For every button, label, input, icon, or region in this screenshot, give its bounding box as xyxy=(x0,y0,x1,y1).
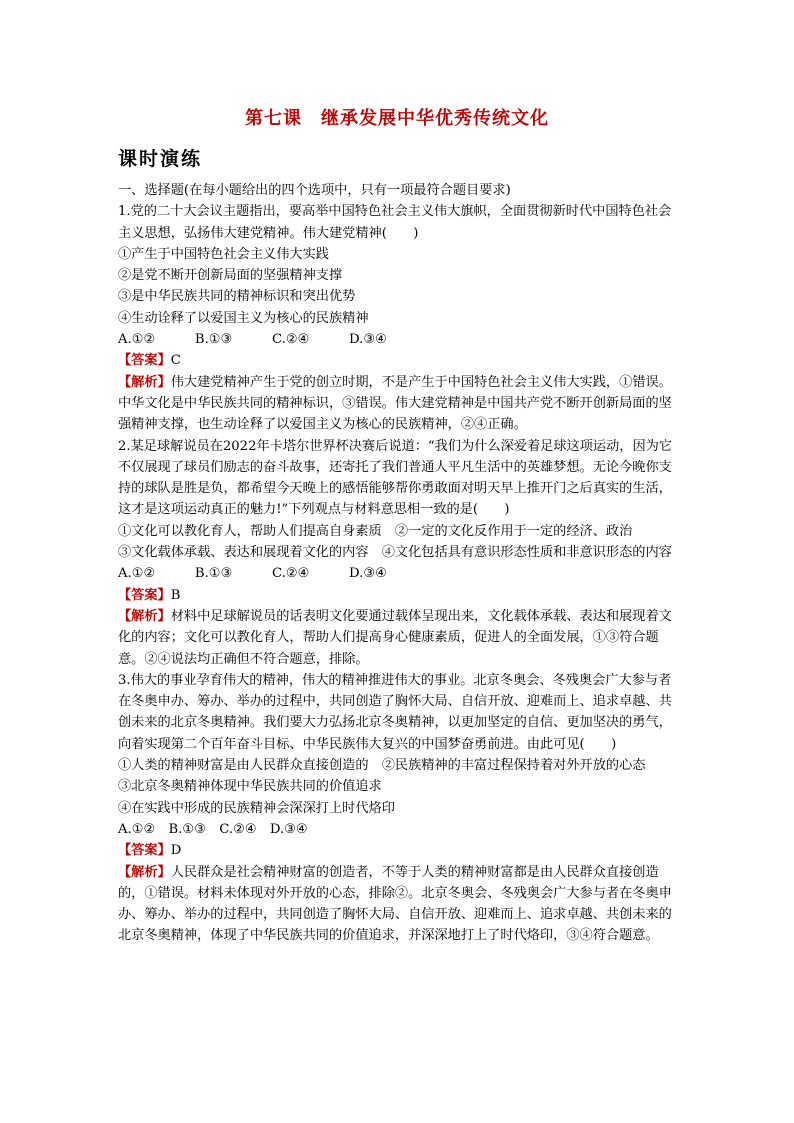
question-1 xyxy=(118,201,683,435)
statement: ①产生于中国特色社会主义伟大实践 xyxy=(118,246,329,262)
instructions: 一、选择题(在每小题给出的四个选项中，只有一项最符合题目要求) xyxy=(118,183,511,198)
question-2 xyxy=(118,436,683,670)
answer-options: A.①② B.①③ C.②④ D.③④ xyxy=(118,566,387,582)
question-stem: 3.伟大的事业孕育伟大的精神，伟大的精神推进伟大的事业。北京冬奥会、冬残奥会广大参与者在冬奥申办、筹办、举办的过程中，共同创造了胸怀大局、自信开放、迎难而上、追求卓越、共创未来的北京冬奥精神。我们要大力弘扬北京冬奥精神，以更加坚定的自信、更加坚决的勇气，向着实现第二个百年奋斗目标、中华民族伟大复兴的中国梦奋勇前进。由此可见( ) xyxy=(118,672,672,752)
answer-value: B xyxy=(170,587,181,603)
analysis-label: 【解析】 xyxy=(118,374,171,390)
answer-line xyxy=(118,840,683,861)
answer-value: D xyxy=(170,843,182,859)
analysis-text: 伟大建党精神产生于党的创立时期，不是产生于中国特色社会主义伟大实践，①错误。中华文化是中华民族共同的精神标识，③错误。伟大建党精神是中国共产党不断开创新局面的坚强精神支撑，也生动诠释了以爱国主义为核心的民族精神，②④正确。 xyxy=(118,374,672,433)
statement: ④在实践中形成的民族精神会深深打上时代烙印 xyxy=(118,800,395,816)
analysis-label: 【解析】 xyxy=(118,864,171,880)
statement: ③北京冬奥精神体现中华民族共同的价值追求 xyxy=(118,779,382,795)
answer-options: A.①② B.①③ C.②④ D.③④ xyxy=(118,332,387,348)
statement: ①人类的精神财富是由人民群众直接创造的 ②民族精神的丰富过程保持着对外开放的心态 xyxy=(118,758,646,774)
section-heading: 课时演练 xyxy=(118,148,203,170)
statement: ②是党不断开创新局面的坚强精神支撑 xyxy=(118,268,343,284)
answer-label: 【答案】 xyxy=(118,587,171,603)
statement: ③文化载体承载、表达和展现着文化的内容 ④文化包括具有意识形态性质和非意识形态的内容 xyxy=(118,545,672,561)
analysis-label: 【解析】 xyxy=(118,608,171,624)
question-stem: 1.党的二十大会议主题指出，要高举中国特色社会主义伟大旗帜，全面贯彻新时代中国特色社会主义思想，弘扬伟大建党精神。伟大建党精神( ) xyxy=(118,204,672,241)
answer-label: 【答案】 xyxy=(118,353,171,369)
statement: ③是中华民族共同的精神标识和突出优势 xyxy=(118,289,356,305)
analysis-line xyxy=(118,606,683,670)
question-stem: 2.某足球解说员在2022年卡塔尔世界杯决赛后说道：“我们为什么深爱着足球这项运动，因为它不仅展现了球员们励志的奋斗故事，还寄托了我们普通人平凡生活中的英雄梦想。无论今晚你支持的球队是胜是负，都希望今天晚上的感悟能够帮你勇敢面对明天早上推开门之后真实的生活，这才是这项运动真正的魅力!”下列观点与材料意思相一致的是( ) xyxy=(118,438,673,518)
answer-options: A.①② B.①③ C.②④ D.③④ xyxy=(118,821,308,837)
analysis-line xyxy=(118,372,683,436)
lesson-title: 第七课 继承发展中华优秀传统文化 xyxy=(245,108,549,129)
analysis-line xyxy=(118,862,683,947)
statement: ④生动诠释了以爱国主义为核心的民族精神 xyxy=(118,310,369,326)
analysis-text: 人民群众是社会精神财富的创造者，不等于人类的精神财富都是由人民群众直接创造的，①错误。材料未体现对外开放的心态，排除②。北京冬奥会、冬残奥会广大参与者在冬奥申办、筹办、举办的过程中，共同创造了胸怀大局、自信开放、迎难而上、追求卓越、共创未来的北京冬奥精神，体现了中华民族共同的价值追求，并深深地打上了时代烙印，③④符合题意。 xyxy=(118,864,672,944)
statement: ①文化可以教化育人，帮助人们提高自身素质 ②一定的文化反作用于一定的经济、政治 xyxy=(118,523,633,539)
answer-value: C xyxy=(170,353,181,369)
exercise-content xyxy=(118,180,683,947)
answer-line xyxy=(118,585,683,606)
answer-label: 【答案】 xyxy=(118,843,171,859)
answer-line xyxy=(118,350,683,371)
analysis-text: 材料中足球解说员的话表明文化要通过载体呈现出来，文化载体承载、表达和展现着文化的内容；文化可以教化育人，帮助人们提高身心健康素质，促进人的全面发展，①③符合题意。②④说法均正确但不符合题意，排除。 xyxy=(118,608,672,667)
question-3 xyxy=(118,670,683,947)
